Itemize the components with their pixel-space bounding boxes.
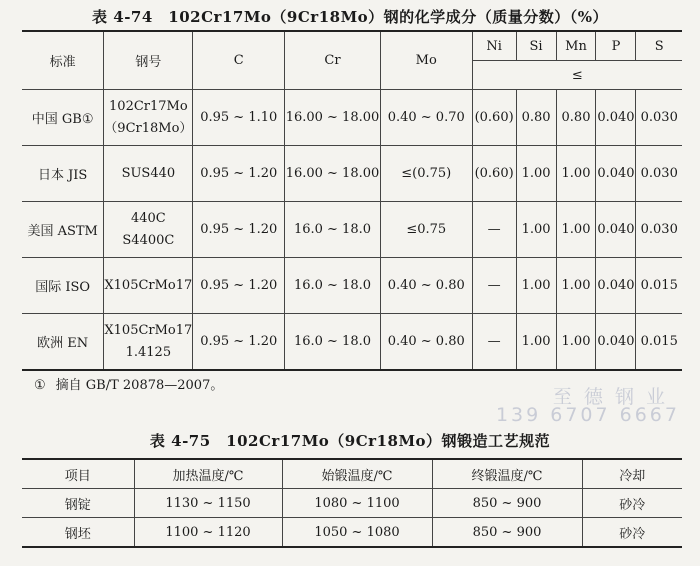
cell-mn: 1.00: [556, 202, 596, 258]
table-row: [22, 202, 682, 258]
table2-cell: 850 ~ 900: [432, 489, 582, 518]
cell-p: 0.040: [596, 202, 636, 258]
cell-mn: 1.00: [556, 146, 596, 202]
grade-line: （9Cr18Mo）: [104, 120, 193, 136]
cell-mo: ≤0.75: [380, 202, 472, 258]
cell-standard: 国际 ISO: [22, 258, 104, 314]
cell-c: 0.95 ~ 1.20: [193, 146, 285, 202]
cell-p: 0.040: [596, 258, 636, 314]
table2-header-cell: 项目: [22, 459, 134, 489]
header-s: S: [636, 31, 682, 61]
table-row: [22, 90, 682, 146]
table2-cell: 钢锭: [22, 489, 134, 518]
header-standard: 标准: [22, 31, 104, 90]
watermark-company: 至 德 钢 业: [552, 386, 668, 408]
header-ni: Ni: [472, 31, 516, 61]
cell-standard: 美国 ASTM: [22, 202, 104, 258]
cell-s: 0.030: [636, 202, 682, 258]
cell-ni: (0.60): [472, 90, 516, 146]
header-grade: 钢号: [104, 31, 193, 90]
cell-c: 0.95 ~ 1.10: [193, 90, 285, 146]
header-max-symbol: ≤: [472, 61, 682, 90]
cell-ni: —: [472, 202, 516, 258]
table2-cell: 砂冷: [582, 489, 682, 518]
header-cr: Cr: [285, 31, 381, 90]
grade-line: X105CrMo17: [104, 277, 193, 293]
cell-p: 0.040: [596, 314, 636, 371]
cell-mn: 0.80: [556, 90, 596, 146]
cell-si: 1.00: [516, 258, 556, 314]
table-row: [22, 518, 682, 548]
cell-mo: ≤(0.75): [380, 146, 472, 202]
table2-header-row: [22, 459, 682, 489]
table2-cell: 砂冷: [582, 518, 682, 548]
cell-grade: [104, 202, 193, 258]
table2-cell: 1130 ~ 1150: [134, 489, 282, 518]
table-row: [22, 489, 682, 518]
footnote-mark: ①: [34, 378, 46, 393]
cell-c: 0.95 ~ 1.20: [193, 314, 285, 371]
watermark-phone: 139 6707 6667: [495, 404, 680, 426]
cell-mo: 0.40 ~ 0.80: [380, 258, 472, 314]
cell-si: 1.00: [516, 314, 556, 371]
table2-header-cell: 终锻温度/℃: [432, 459, 582, 489]
table2-cell: 1050 ~ 1080: [282, 518, 432, 548]
cell-mo: 0.40 ~ 0.70: [380, 90, 472, 146]
cell-s: 0.030: [636, 146, 682, 202]
cell-mn: 1.00: [556, 314, 596, 371]
table-row: [22, 146, 682, 202]
table2-cell: 850 ~ 900: [432, 518, 582, 548]
grade-line: X105CrMo17: [104, 322, 193, 338]
table-row: [22, 314, 682, 371]
cell-p: 0.040: [596, 90, 636, 146]
cell-mn: 1.00: [556, 258, 596, 314]
table2-cell: 1100 ~ 1120: [134, 518, 282, 548]
table2-header-cell: 冷却: [582, 459, 682, 489]
header-row: [22, 31, 682, 61]
grade-line: 102Cr17Mo: [109, 98, 188, 114]
footnote-text: 摘自 GB/T 20878—2007。: [55, 378, 224, 393]
cell-standard: 日本 JIS: [22, 146, 104, 202]
table2-cell: 1080 ~ 1100: [282, 489, 432, 518]
footnote: [34, 374, 223, 393]
cell-cr: 16.0 ~ 18.0: [285, 258, 381, 314]
cell-ni: —: [472, 258, 516, 314]
header-si: Si: [516, 31, 556, 61]
chemical-composition-table: [22, 30, 682, 371]
table2-header-cell: 始锻温度/℃: [282, 459, 432, 489]
table2-header-cell: 加热温度/℃: [134, 459, 282, 489]
table2-body: [22, 489, 682, 548]
grade-line: S4400C: [122, 232, 175, 248]
cell-mo: 0.40 ~ 0.80: [380, 314, 472, 371]
table-4-74-title: 表 4-74 102Cr17Mo（9Cr18Mo）钢的化学成分（质量分数）（%）: [92, 8, 608, 26]
cell-grade: [104, 146, 193, 202]
cell-c: 0.95 ~ 1.20: [193, 202, 285, 258]
cell-grade: [104, 90, 193, 146]
grade-line: 440C: [130, 210, 166, 226]
cell-p: 0.040: [596, 146, 636, 202]
table2-cell: 钢坯: [22, 518, 134, 548]
grade-line: 1.4125: [125, 344, 172, 360]
cell-c: 0.95 ~ 1.20: [193, 258, 285, 314]
header-c: C: [193, 31, 285, 90]
cell-standard: 中国 GB①: [22, 90, 104, 146]
table-4-75-title: 表 4-75 102Cr17Mo（9Cr18Mo）钢锻造工艺规范: [149, 432, 551, 450]
grade-line: SUS440: [121, 165, 176, 181]
header-p: P: [596, 31, 636, 61]
header-mn: Mn: [556, 31, 596, 61]
cell-standard: 欧洲 EN: [22, 314, 104, 371]
table-row: [22, 258, 682, 314]
cell-si: 0.80: [516, 90, 556, 146]
cell-si: 1.00: [516, 146, 556, 202]
cell-s: 0.015: [636, 258, 682, 314]
table1-body: [22, 90, 682, 371]
header-mo: Mo: [380, 31, 472, 90]
cell-ni: (0.60): [472, 146, 516, 202]
cell-cr: 16.00 ~ 18.00: [285, 146, 381, 202]
cell-s: 0.030: [636, 90, 682, 146]
cell-grade: [104, 258, 193, 314]
cell-cr: 16.00 ~ 18.00: [285, 90, 381, 146]
cell-grade: [104, 314, 193, 371]
cell-ni: —: [472, 314, 516, 371]
cell-si: 1.00: [516, 202, 556, 258]
cell-cr: 16.0 ~ 18.0: [285, 202, 381, 258]
cell-cr: 16.0 ~ 18.0: [285, 314, 381, 371]
cell-s: 0.015: [636, 314, 682, 371]
forging-spec-table: [22, 458, 682, 548]
